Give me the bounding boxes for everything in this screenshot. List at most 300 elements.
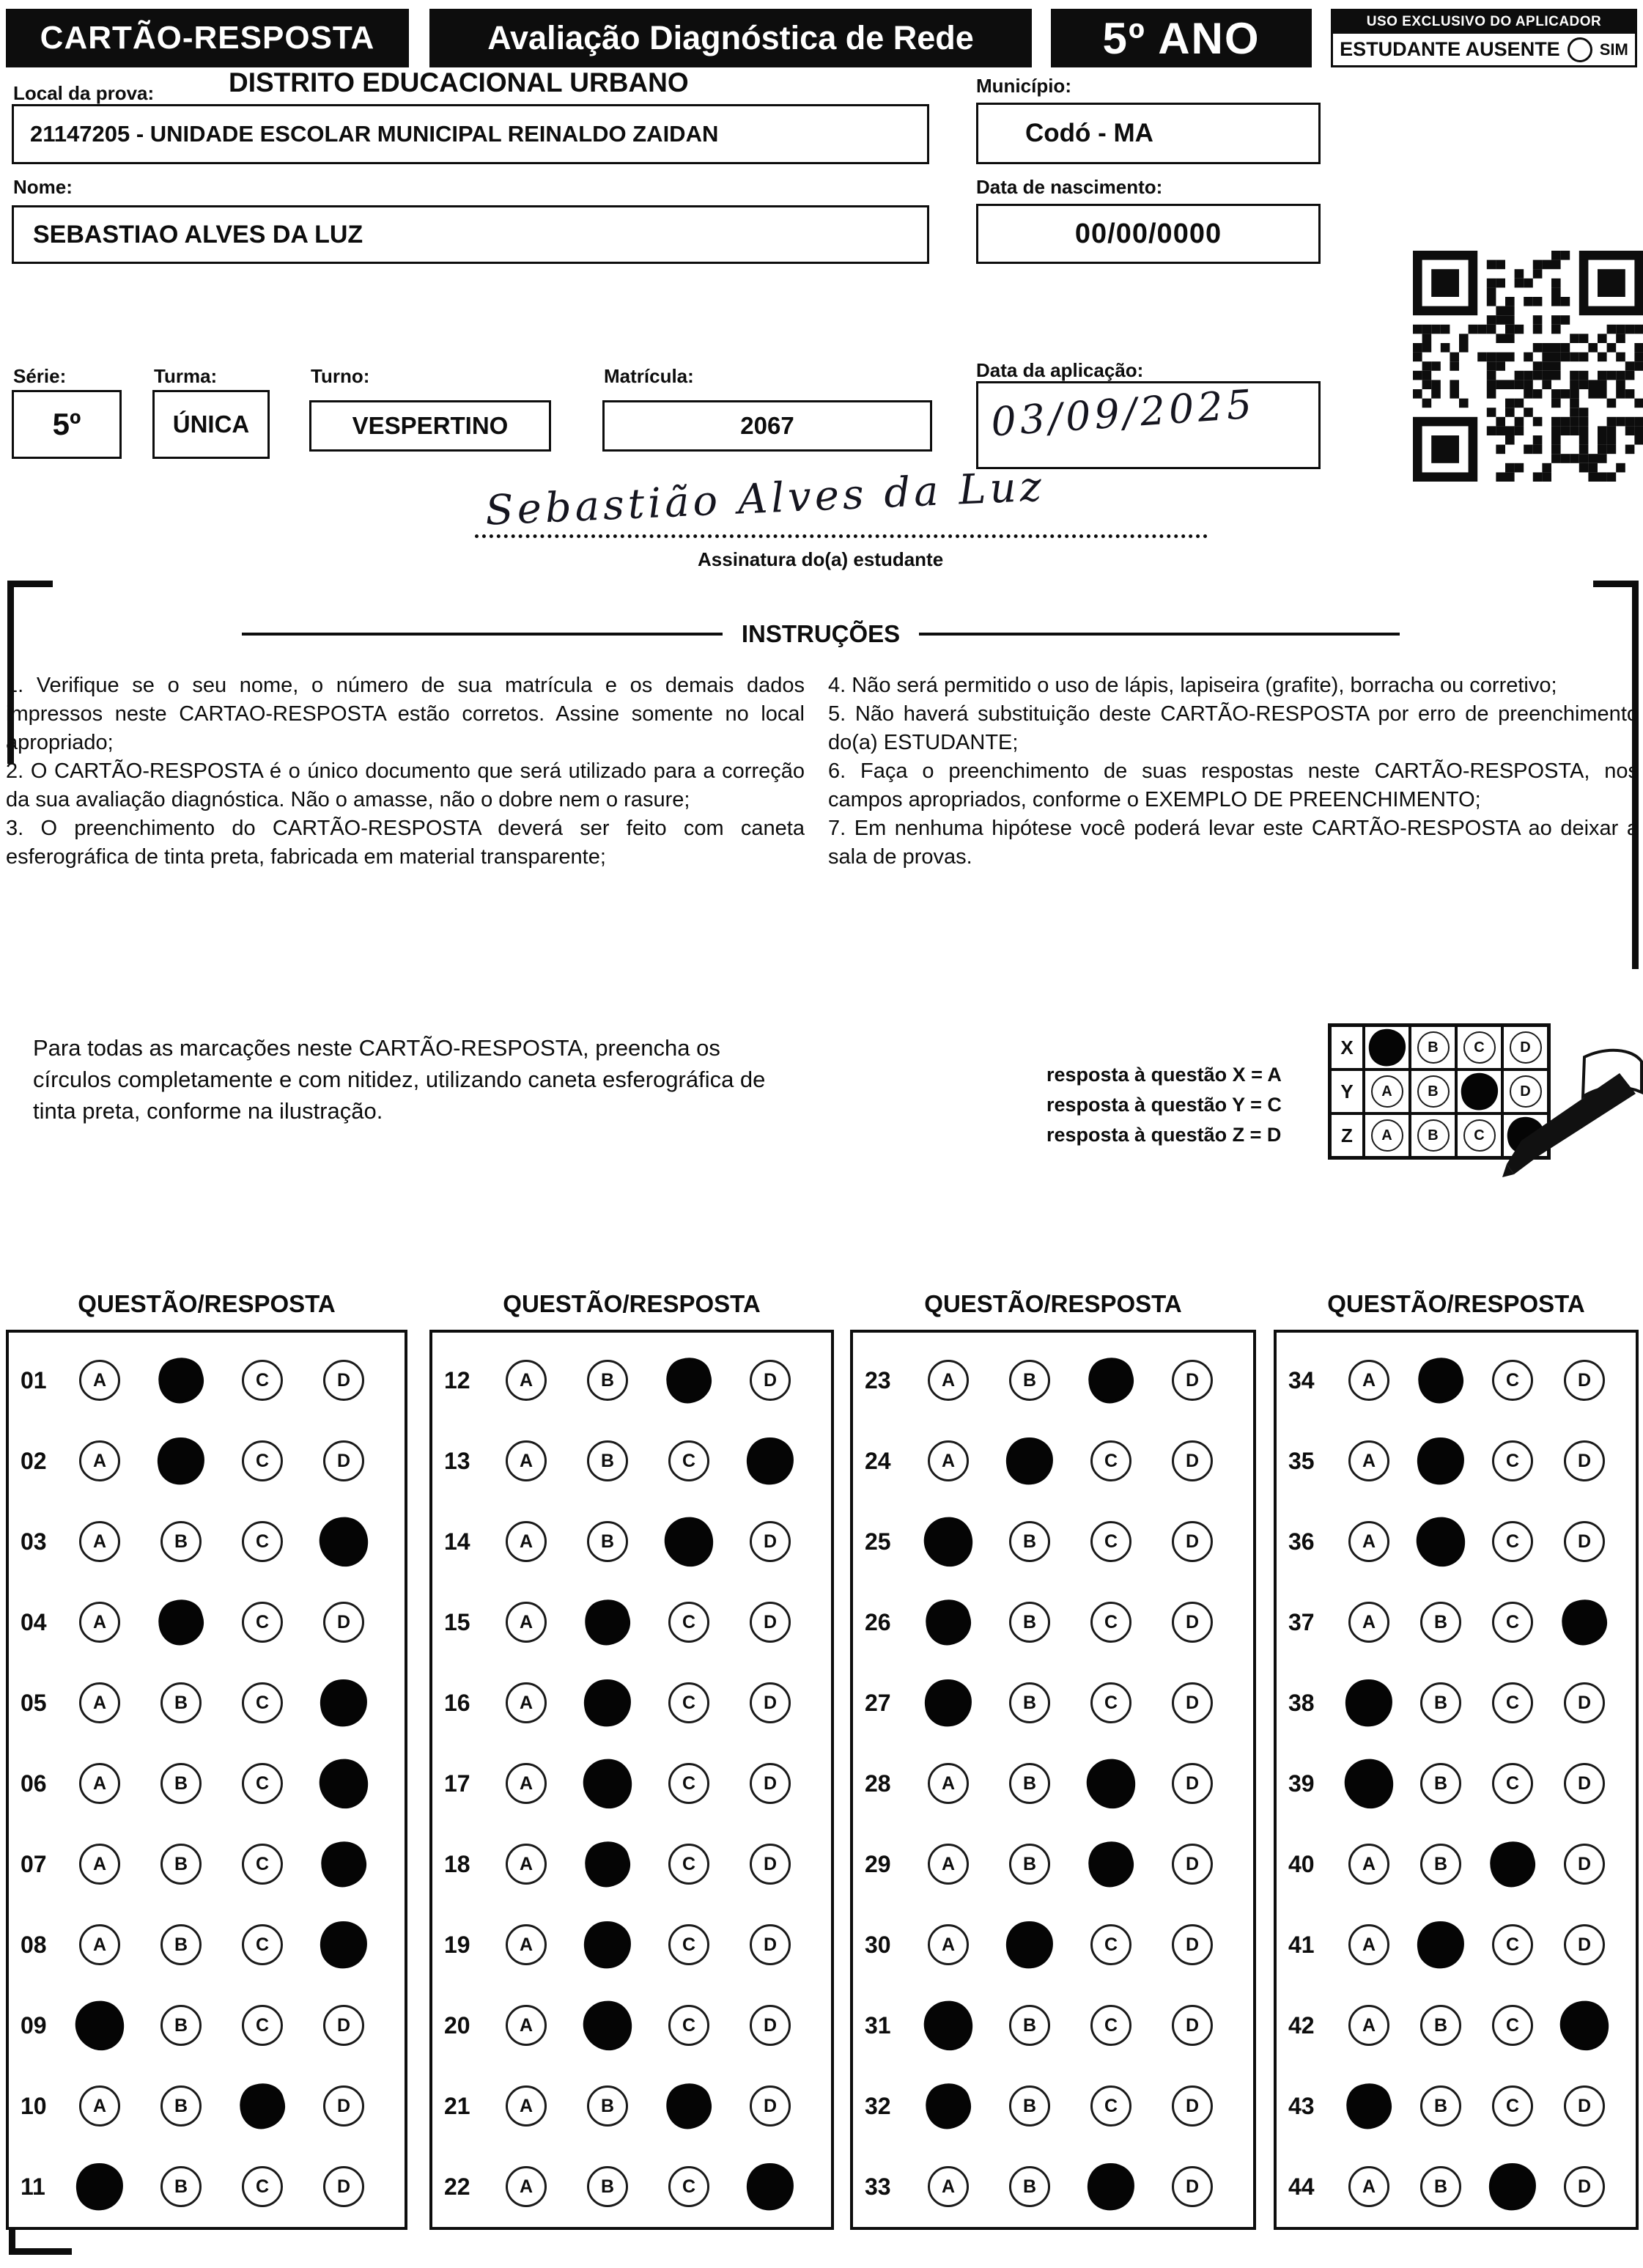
example-cell — [1410, 1026, 1456, 1069]
answer-column-3 — [850, 1290, 1256, 2230]
question-row-38 — [1277, 1663, 1636, 1743]
answer-bubble-32-C[interactable]: C — [1090, 2085, 1131, 2127]
answer-bubble-40-A[interactable]: A — [1348, 1844, 1389, 1885]
question-number: 14 — [444, 1528, 470, 1555]
answer-bubble-37-A[interactable]: A — [1348, 1602, 1389, 1643]
question-row-09 — [9, 1985, 405, 2066]
answer-bubble-24-A[interactable]: A — [928, 1440, 969, 1481]
example-cell — [1364, 1026, 1410, 1069]
pen-hand-illustration — [1496, 1041, 1643, 1180]
absent-mark-bubble[interactable] — [1568, 37, 1592, 62]
answer-bubble-09-C[interactable]: C — [242, 2005, 283, 2046]
instruction-item-5: 5. Não haverá substituição deste CARTÃO-RESPOSTA por erro de preenchimento do(a) ESTUDANTE; — [828, 702, 1639, 754]
answer-bubble-38-A[interactable] — [1342, 1676, 1397, 1731]
answer-bubble-39-D[interactable]: D — [1564, 1763, 1605, 1804]
answer-bubble-41-A[interactable]: A — [1348, 1924, 1389, 1965]
answer-bubble-33-D[interactable]: D — [1172, 2166, 1213, 2207]
answer-bubble-19-A[interactable]: A — [506, 1924, 547, 1965]
absent-row — [1333, 34, 1635, 65]
question-row-37 — [1277, 1582, 1636, 1663]
answer-bubble-30-B[interactable] — [1003, 1918, 1057, 1973]
example-row-label: Z — [1330, 1113, 1364, 1157]
answer-bubble-17-D[interactable]: D — [750, 1763, 791, 1804]
answer-column-1 — [6, 1290, 407, 2230]
answer-bubble-27-C[interactable]: C — [1090, 1682, 1131, 1723]
question-number: 21 — [444, 2092, 470, 2119]
question-row-42 — [1277, 1985, 1636, 2066]
question-number: 10 — [21, 2092, 47, 2119]
divider-line — [919, 633, 1400, 636]
answer-bubble-05-D[interactable] — [317, 1676, 372, 1731]
question-number: 36 — [1288, 1528, 1315, 1555]
qr-code — [1413, 251, 1643, 482]
answer-bubble-17-A[interactable]: A — [506, 1763, 547, 1804]
instructions-right-column — [828, 671, 1639, 872]
answer-bubble-33-B[interactable]: B — [1009, 2166, 1050, 2207]
answer-bubble-15-C[interactable]: C — [668, 1602, 709, 1643]
answer-bubble-15-A[interactable]: A — [506, 1602, 547, 1643]
question-row-27 — [853, 1663, 1253, 1743]
answer-bubble-27-B[interactable]: B — [1009, 1682, 1050, 1723]
answer-bubble-43-A[interactable] — [1341, 2078, 1397, 2134]
answer-bubble-05-A[interactable]: A — [79, 1682, 120, 1723]
instruction-item-1: 1. Verifique se o seu nome, o número de sua matrícula e os demais dados impressos neste CARTAO-RESPOSTA estão corretos. Assine somente no local apropriado; — [6, 674, 805, 754]
question-number: 11 — [21, 2173, 45, 2200]
example-bubble-X-A[interactable] — [1365, 1026, 1408, 1069]
answer-bubble-34-C[interactable]: C — [1492, 1360, 1533, 1401]
answer-bubble-16-D[interactable]: D — [750, 1682, 791, 1723]
instruction-item-3: 3. O preenchimento do CARTÃO-RESPOSTA deverá ser feito com caneta esferográfica de tinta preta, fabricada em material transparente; — [6, 817, 805, 869]
example-bubble-X-B[interactable]: B — [1417, 1031, 1450, 1064]
question-number: 41 — [1288, 1931, 1315, 1958]
example-cell — [1456, 1113, 1502, 1157]
question-row-04 — [9, 1582, 405, 1663]
answer-bubble-18-C[interactable]: C — [668, 1844, 709, 1885]
question-number: 02 — [21, 1447, 47, 1474]
answer-bubble-10-D[interactable]: D — [323, 2085, 364, 2127]
answer-bubble-42-A[interactable]: A — [1348, 2005, 1389, 2046]
answer-bubble-22-D[interactable] — [743, 2160, 798, 2214]
answer-bubble-04-C[interactable]: C — [242, 1602, 283, 1643]
question-number: 01 — [21, 1366, 47, 1393]
question-number: 43 — [1288, 2092, 1315, 2119]
instructions-section — [6, 671, 1639, 872]
answer-bubble-23-A[interactable]: A — [928, 1360, 969, 1401]
question-row-30 — [853, 1904, 1253, 1985]
question-row-02 — [9, 1421, 405, 1501]
answer-bubble-42-B[interactable]: B — [1420, 2005, 1461, 2046]
answer-bubble-40-C[interactable] — [1485, 1836, 1540, 1892]
answer-bubble-15-B[interactable] — [580, 1594, 635, 1650]
answer-column-header: QUESTÃO/RESPOSTA — [924, 1290, 1182, 1317]
turno-field: VESPERTINO — [309, 400, 551, 452]
answer-column-2 — [429, 1290, 834, 2230]
question-row-36 — [1277, 1501, 1636, 1582]
question-row-16 — [432, 1663, 831, 1743]
answer-bubble-05-C[interactable]: C — [242, 1682, 283, 1723]
answer-bubble-09-B[interactable]: B — [160, 2005, 202, 2046]
answer-bubble-24-C[interactable]: C — [1090, 1440, 1131, 1481]
answer-bubble-40-B[interactable]: B — [1420, 1844, 1461, 1885]
answer-bubble-07-C[interactable]: C — [242, 1844, 283, 1885]
answer-bubble-10-A[interactable]: A — [79, 2085, 120, 2127]
question-row-33 — [853, 2146, 1253, 2227]
question-number: 44 — [1288, 2173, 1315, 2200]
answer-bubble-28-B[interactable]: B — [1009, 1763, 1050, 1804]
answer-bubble-13-C[interactable]: C — [668, 1440, 709, 1481]
question-row-28 — [853, 1743, 1253, 1824]
answer-bubble-42-C[interactable]: C — [1492, 2005, 1533, 2046]
answer-bubble-24-D[interactable]: D — [1172, 1440, 1213, 1481]
municipio-field: Codó - MA — [976, 103, 1321, 164]
answer-bubble-14-A[interactable]: A — [506, 1521, 547, 1562]
answer-bubble-15-D[interactable]: D — [750, 1602, 791, 1643]
answer-bubble-43-C[interactable]: C — [1492, 2085, 1533, 2127]
question-row-15 — [432, 1582, 831, 1663]
question-number: 15 — [444, 1608, 470, 1635]
answer-bubble-08-C[interactable]: C — [242, 1924, 283, 1965]
answer-bubble-22-C[interactable]: C — [668, 2166, 709, 2207]
example-bubble-Z-C[interactable]: C — [1463, 1119, 1496, 1152]
answer-bubble-38-B[interactable]: B — [1420, 1682, 1461, 1723]
answer-bubble-20-B[interactable] — [577, 1995, 637, 2055]
question-row-26 — [853, 1582, 1253, 1663]
local-da-prova-label: Local da prova: — [13, 82, 155, 104]
answer-bubble-05-B[interactable]: B — [160, 1682, 202, 1723]
answer-bubble-37-B[interactable]: B — [1420, 1602, 1461, 1643]
example-bubble-Y-B[interactable]: B — [1417, 1075, 1450, 1108]
question-number: 07 — [21, 1850, 47, 1877]
question-row-20 — [432, 1985, 831, 2066]
answer-bubble-08-A[interactable]: A — [79, 1924, 120, 1965]
answer-bubble-39-C[interactable]: C — [1492, 1763, 1533, 1804]
absent-label: ESTUDANTE AUSENTE — [1340, 38, 1560, 60]
answer-bubble-44-C[interactable] — [1485, 2160, 1540, 2214]
answer-bubble-35-C[interactable]: C — [1492, 1440, 1533, 1481]
answer-bubble-17-C[interactable]: C — [668, 1763, 709, 1804]
answer-bubble-32-D[interactable]: D — [1172, 2085, 1213, 2127]
question-row-31 — [853, 1985, 1253, 2066]
example-bubble-Z-A[interactable]: A — [1371, 1119, 1403, 1152]
signature-label: Assinatura do(a) estudante — [698, 548, 944, 570]
answer-bubble-44-A[interactable]: A — [1348, 2166, 1389, 2207]
answer-bubble-18-B[interactable] — [580, 1836, 635, 1892]
legend-line-y: resposta à questão Y = C — [1046, 1094, 1282, 1116]
answer-column-header: QUESTÃO/RESPOSTA — [503, 1290, 761, 1317]
answer-bubble-07-B[interactable]: B — [160, 1844, 202, 1885]
answer-bubble-29-D[interactable]: D — [1172, 1844, 1213, 1885]
example-cell — [1456, 1069, 1502, 1113]
answer-bubble-04-A[interactable]: A — [79, 1602, 120, 1643]
answer-bubble-13-D[interactable] — [743, 1434, 798, 1489]
example-bubble-Y-D[interactable]: D — [1510, 1075, 1542, 1108]
answer-bubble-08-D[interactable] — [317, 1918, 372, 1973]
answer-bubble-20-C[interactable]: C — [668, 2005, 709, 2046]
answer-bubble-26-C[interactable]: C — [1090, 1602, 1131, 1643]
answer-bubble-11-C[interactable]: C — [242, 2166, 283, 2207]
answer-bubble-06-C[interactable]: C — [242, 1763, 283, 1804]
example-cell — [1410, 1113, 1456, 1157]
question-number: 39 — [1288, 1770, 1315, 1797]
answer-bubble-26-A[interactable] — [920, 1594, 976, 1650]
divider-line — [242, 633, 723, 636]
question-row-19 — [432, 1904, 831, 1985]
question-number: 30 — [865, 1931, 891, 1958]
answer-bubble-09-A[interactable] — [70, 1995, 129, 2055]
answer-bubble-01-B[interactable] — [153, 1352, 209, 1408]
question-row-11 — [9, 2146, 405, 2227]
question-number: 12 — [444, 1366, 470, 1393]
answer-bubble-22-B[interactable]: B — [587, 2166, 628, 2207]
answer-bubble-30-C[interactable]: C — [1090, 1924, 1131, 1965]
answer-bubble-34-D[interactable]: D — [1564, 1360, 1605, 1401]
answer-bubble-13-A[interactable]: A — [506, 1440, 547, 1481]
answer-bubble-37-D[interactable] — [1557, 1594, 1612, 1650]
question-number: 29 — [865, 1850, 891, 1877]
question-row-13 — [432, 1421, 831, 1501]
answer-bubble-12-B[interactable]: B — [587, 1360, 628, 1401]
example-row-label: X — [1330, 1026, 1364, 1069]
answer-bubble-30-A[interactable]: A — [928, 1924, 969, 1965]
legend-line-z: resposta à questão Z = D — [1046, 1124, 1282, 1146]
answer-bubble-31-C[interactable]: C — [1090, 2005, 1131, 2046]
answer-bubble-02-D[interactable]: D — [323, 1440, 364, 1481]
example-cell — [1364, 1069, 1410, 1113]
matricula-field: 2067 — [602, 400, 932, 452]
answer-bubble-10-C[interactable] — [235, 2078, 290, 2134]
answer-bubble-28-D[interactable]: D — [1172, 1763, 1213, 1804]
answer-bubble-23-D[interactable]: D — [1172, 1360, 1213, 1401]
turno-label: Turno: — [311, 365, 370, 387]
answer-bubble-41-B[interactable] — [1414, 1918, 1469, 1973]
example-cell — [1456, 1026, 1502, 1069]
answer-bubble-31-A[interactable] — [918, 1995, 978, 2055]
answer-bubble-02-A[interactable]: A — [79, 1440, 120, 1481]
municipio-label: Município: — [976, 75, 1071, 97]
answer-bubble-25-D[interactable]: D — [1172, 1521, 1213, 1562]
answer-bubble-38-C[interactable]: C — [1492, 1682, 1533, 1723]
question-number: 04 — [21, 1608, 47, 1635]
student-signature-handwriting: Sebastião Alves da Luz — [484, 463, 1046, 535]
answer-bubble-03-D[interactable] — [314, 1512, 373, 1571]
answer-bubble-21-D[interactable]: D — [750, 2085, 791, 2127]
question-number: 38 — [1288, 1689, 1315, 1716]
question-number: 05 — [21, 1689, 47, 1716]
answer-bubble-03-A[interactable]: A — [79, 1521, 120, 1562]
fill-example-legend — [1046, 1060, 1282, 1150]
answer-bubble-30-D[interactable]: D — [1172, 1924, 1213, 1965]
data-aplicacao-handwritten-value: 03/09/2025 — [989, 380, 1258, 446]
answer-bubble-43-B[interactable]: B — [1420, 2085, 1461, 2127]
answer-bubble-19-B[interactable] — [580, 1918, 635, 1973]
answer-bubble-03-B[interactable]: B — [160, 1521, 202, 1562]
answer-bubble-20-A[interactable]: A — [506, 2005, 547, 2046]
answer-bubble-01-C[interactable]: C — [242, 1360, 283, 1401]
answer-bubble-29-B[interactable]: B — [1009, 1844, 1050, 1885]
student-name-field: SEBASTIAO ALVES DA LUZ — [12, 205, 929, 264]
birthdate-field: 00/00/0000 — [976, 204, 1321, 264]
answer-bubble-33-C[interactable] — [1084, 2160, 1139, 2214]
answer-bubble-03-C[interactable]: C — [242, 1521, 283, 1562]
answer-bubble-21-B[interactable]: B — [587, 2085, 628, 2127]
answer-bubble-21-C[interactable] — [661, 2078, 717, 2134]
answer-bubble-27-A[interactable] — [921, 1676, 976, 1731]
answer-bubble-23-C[interactable] — [1083, 1352, 1139, 1408]
answer-bubble-27-D[interactable]: D — [1172, 1682, 1213, 1723]
question-row-08 — [9, 1904, 405, 1985]
answer-bubble-02-B[interactable] — [154, 1434, 209, 1489]
answer-bubble-33-A[interactable]: A — [928, 2166, 969, 2207]
answer-bubble-20-D[interactable]: D — [750, 2005, 791, 2046]
answer-bubble-18-D[interactable]: D — [750, 1844, 791, 1885]
answer-bubble-29-A[interactable]: A — [928, 1844, 969, 1885]
example-bubble-Y-C[interactable] — [1458, 1070, 1501, 1113]
answer-bubble-06-A[interactable]: A — [79, 1763, 120, 1804]
question-number: 25 — [865, 1528, 891, 1555]
answer-bubble-44-D[interactable]: D — [1564, 2166, 1605, 2207]
answer-bubble-35-D[interactable]: D — [1564, 1440, 1605, 1481]
answer-grid-box — [6, 1330, 407, 2230]
question-number: 34 — [1288, 1366, 1315, 1393]
answer-bubble-43-D[interactable]: D — [1564, 2085, 1605, 2127]
card-title: CARTÃO-RESPOSTA — [6, 9, 409, 67]
answer-grid-box — [1274, 1330, 1639, 2230]
question-row-29 — [853, 1824, 1253, 1904]
example-bubble-X-C[interactable]: C — [1463, 1031, 1496, 1064]
question-row-01 — [9, 1340, 405, 1421]
answer-bubble-36-B[interactable] — [1411, 1512, 1470, 1571]
example-bubble-Y-A[interactable]: A — [1371, 1075, 1403, 1108]
question-number: 20 — [444, 2011, 470, 2039]
example-bubble-X-D[interactable]: D — [1510, 1031, 1542, 1064]
answer-bubble-25-C[interactable]: C — [1090, 1521, 1131, 1562]
answer-bubble-40-D[interactable]: D — [1564, 1844, 1605, 1885]
answer-bubble-28-C[interactable] — [1081, 1753, 1140, 1813]
answer-bubble-12-C[interactable] — [661, 1352, 717, 1408]
absent-option-label: SIM — [1599, 40, 1628, 59]
answer-bubble-14-B[interactable]: B — [587, 1521, 628, 1562]
question-row-43 — [1277, 2066, 1636, 2146]
header — [6, 9, 1637, 67]
question-row-03 — [9, 1501, 405, 1582]
question-row-35 — [1277, 1421, 1636, 1501]
answer-bubble-36-D[interactable]: D — [1564, 1521, 1605, 1562]
answer-bubble-42-D[interactable] — [1554, 1995, 1614, 2055]
answer-bubble-13-B[interactable]: B — [587, 1440, 628, 1481]
answer-bubble-32-A[interactable] — [920, 2078, 976, 2134]
answer-bubble-12-A[interactable]: A — [506, 1360, 547, 1401]
answer-bubble-04-D[interactable]: D — [323, 1602, 364, 1643]
question-number: 03 — [21, 1528, 47, 1555]
question-number: 35 — [1288, 1447, 1315, 1474]
answer-bubble-35-B[interactable] — [1414, 1434, 1469, 1489]
turma-label: Turma: — [154, 365, 218, 387]
question-number: 18 — [444, 1850, 470, 1877]
answer-bubble-19-C[interactable]: C — [668, 1924, 709, 1965]
answer-bubble-36-A[interactable]: A — [1348, 1521, 1389, 1562]
answer-bubble-08-B[interactable]: B — [160, 1924, 202, 1965]
answer-bubble-41-D[interactable]: D — [1564, 1924, 1605, 1965]
matricula-label: Matrícula: — [604, 365, 694, 387]
question-number: 16 — [444, 1689, 470, 1716]
answer-bubble-10-B[interactable]: B — [160, 2085, 202, 2127]
answer-bubble-16-B[interactable] — [580, 1676, 635, 1731]
question-row-05 — [9, 1663, 405, 1743]
question-number: 22 — [444, 2173, 470, 2200]
answer-bubble-32-B[interactable]: B — [1009, 2085, 1050, 2127]
answer-bubble-41-C[interactable]: C — [1492, 1924, 1533, 1965]
answer-bubble-24-B[interactable] — [1003, 1434, 1057, 1489]
answer-bubble-16-C[interactable]: C — [668, 1682, 709, 1723]
answer-bubble-23-B[interactable]: B — [1009, 1360, 1050, 1401]
serie-field: 5º — [12, 390, 122, 459]
answer-bubble-25-B[interactable]: B — [1009, 1521, 1050, 1562]
answer-bubble-07-D[interactable] — [316, 1836, 372, 1892]
question-number: 17 — [444, 1770, 470, 1797]
answer-bubble-19-D[interactable]: D — [750, 1924, 791, 1965]
answer-bubble-31-D[interactable]: D — [1172, 2005, 1213, 2046]
answer-bubble-17-B[interactable] — [577, 1753, 637, 1813]
answer-bubble-22-A[interactable]: A — [506, 2166, 547, 2207]
answer-bubble-12-D[interactable]: D — [750, 1360, 791, 1401]
answer-bubble-06-B[interactable]: B — [160, 1763, 202, 1804]
answer-bubble-09-D[interactable]: D — [323, 2005, 364, 2046]
answer-bubble-29-C[interactable] — [1083, 1836, 1139, 1892]
example-cell — [1364, 1113, 1410, 1157]
answer-bubble-18-A[interactable]: A — [506, 1844, 547, 1885]
answer-bubble-37-C[interactable]: C — [1492, 1602, 1533, 1643]
answer-bubble-01-A[interactable]: A — [79, 1360, 120, 1401]
answer-bubble-14-C[interactable] — [659, 1512, 718, 1571]
answer-bubble-44-B[interactable]: B — [1420, 2166, 1461, 2207]
local-da-prova-value: DISTRITO EDUCACIONAL URBANO — [229, 67, 689, 97]
answer-bubble-39-B[interactable]: B — [1420, 1763, 1461, 1804]
answer-bubble-02-C[interactable]: C — [242, 1440, 283, 1481]
answer-bubble-31-B[interactable]: B — [1009, 2005, 1050, 2046]
answer-bubble-26-D[interactable]: D — [1172, 1602, 1213, 1643]
answer-bubble-25-A[interactable] — [918, 1512, 978, 1571]
answer-bubble-14-D[interactable]: D — [750, 1521, 791, 1562]
answer-bubble-16-A[interactable]: A — [506, 1682, 547, 1723]
answer-bubble-36-C[interactable]: C — [1492, 1521, 1533, 1562]
answer-bubble-21-A[interactable]: A — [506, 2085, 547, 2127]
answer-bubble-06-D[interactable] — [314, 1753, 373, 1813]
answer-bubble-35-A[interactable]: A — [1348, 1440, 1389, 1481]
instruction-item-2: 2. O CARTÃO-RESPOSTA é o único documento que será utilizado para a correção da sua avaliação diagnóstica. Não o amasse, não o dobre nem o rasure; — [6, 759, 805, 811]
answer-bubble-11-B[interactable]: B — [160, 2166, 202, 2207]
question-row-41 — [1277, 1904, 1636, 1985]
question-row-22 — [432, 2146, 831, 2227]
answer-bubble-11-A[interactable] — [73, 2160, 128, 2214]
answer-bubble-11-D[interactable]: D — [323, 2166, 364, 2207]
examiner-box-title: USO EXCLUSIVO DO APLICADOR — [1333, 11, 1635, 34]
question-number: 19 — [444, 1931, 470, 1958]
answer-bubble-26-B[interactable]: B — [1009, 1602, 1050, 1643]
answer-bubble-34-B[interactable] — [1413, 1352, 1469, 1408]
example-bubble-Z-B[interactable]: B — [1417, 1119, 1450, 1152]
answer-bubble-01-D[interactable]: D — [323, 1360, 364, 1401]
answer-bubble-04-B[interactable] — [153, 1594, 209, 1650]
answer-bubble-34-A[interactable]: A — [1348, 1360, 1389, 1401]
exam-title: Avaliação Diagnóstica de Rede — [429, 9, 1032, 67]
answer-bubble-28-A[interactable]: A — [928, 1763, 969, 1804]
instructions-divider — [242, 620, 1400, 648]
answer-bubble-39-A[interactable] — [1339, 1753, 1398, 1813]
answer-bubble-38-D[interactable]: D — [1564, 1682, 1605, 1723]
answer-bubble-07-A[interactable]: A — [79, 1844, 120, 1885]
question-number: 40 — [1288, 1850, 1315, 1877]
school-field: 21147205 - UNIDADE ESCOLAR MUNICIPAL REINALDO ZAIDAN — [12, 104, 929, 164]
